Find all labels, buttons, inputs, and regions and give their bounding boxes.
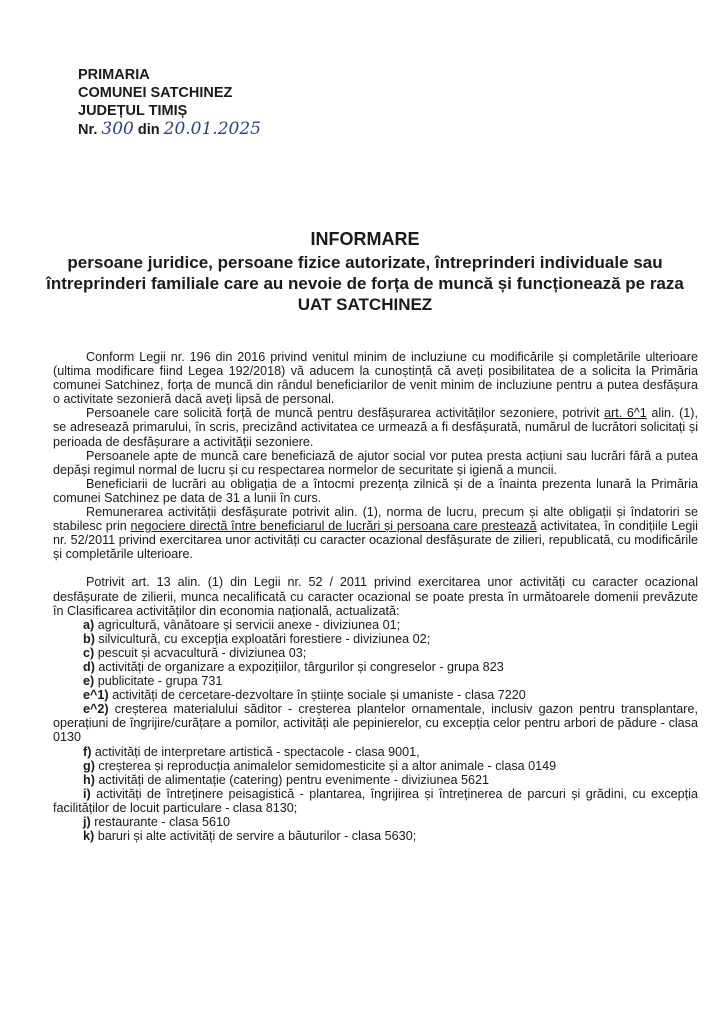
list-item: [53, 745, 698, 759]
list-item: [53, 632, 698, 646]
list-item-label: i): [83, 786, 91, 801]
activity-domain-list: [53, 618, 698, 844]
list-item-label: c): [83, 645, 95, 660]
paragraph-2: [53, 406, 698, 448]
list-item: [53, 618, 698, 632]
list-item-text: activități de cercetare-dezvoltare în științe sociale și umaniste - clasa 7220: [112, 688, 526, 703]
paragraph-4: Beneficiarii de lucrări au obligația de a întocmi prezența zilnică și de a înainta prezenta lunară la Primăria comunei Satchinez pe data de 31 a lunii în curs.: [53, 476, 698, 505]
list-item-text: baruri și alte activități de servire a băuturilor - clasa 5630;: [97, 829, 417, 844]
nr-label: Nr.: [78, 122, 98, 138]
institution-line-2: COMUNEI SATCHINEZ: [78, 85, 233, 101]
list-item: [53, 688, 698, 702]
list-item: [53, 829, 698, 843]
registration-number-line: [78, 120, 261, 139]
list-item-text: restaurante - clasa 5610: [94, 815, 231, 829]
list-item-text: activități de organizare a expozițiilor, târgurilor și congreselor - grupa 823: [98, 659, 504, 674]
paragraph-5-underlined-text: negociere directă între beneficiarul de lucrări și persoana care prestează: [130, 519, 537, 534]
list-item: [53, 674, 698, 688]
list-item-label: d): [83, 659, 95, 674]
list-item-label: e^1): [83, 688, 109, 703]
list-item-label: h): [83, 772, 95, 787]
paragraph-2-text-b: alin. (1), se adresează primarului, în scris, precizând activitatea ce urmează a fi desfășurată, numărul de lucrători solicitați și perioada de desfășurare a activității sezoniere.: [53, 406, 698, 449]
list-item-label: b): [83, 631, 95, 646]
list-item-text: activități de întreținere peisagistică - plantarea, îngrijirea și întreținerea de parcuri și grădini, cu excepția facilităților de locuit particulare - clasa 8130;: [53, 786, 698, 815]
list-item-text: silvicultură, cu excepția exploatări forestiere - diviziunea 02;: [98, 631, 431, 646]
institution-line-3: JUDEȚUL TIMIȘ: [78, 103, 188, 119]
list-item: [53, 646, 698, 660]
article-reference-link[interactable]: art. 6^1: [604, 406, 647, 421]
din-label: din: [137, 122, 160, 138]
document-subtitle: persoane juridice, persoane fizice autorizate, întreprinderi individuale sau întreprinderi familiale care au nevoie de forța de muncă și funcționează pe raza UAT SATCHINEZ: [46, 253, 684, 314]
document-body: [53, 350, 698, 843]
paragraph-2-text-a: Persoanele care solicită forță de muncă pentru desfășurarea activităților sezoniere, potrivit: [86, 406, 600, 421]
registration-number: 300: [101, 119, 134, 139]
list-item: [53, 759, 698, 773]
list-item-label: a): [83, 617, 95, 632]
paragraph-gap: [53, 561, 698, 575]
list-item-text: agricultură, vânătoare și servicii anexe - diviziunea 01;: [97, 617, 401, 632]
list-item-label: k): [83, 829, 95, 844]
paragraph-6: Potrivit art. 13 alin. (1) din Legii nr. 52 / 2011 privind exercitarea unor activități cu caracter ocazional desfășurate de zilierii, munca necalificată cu caracter ocazional se poate presta în următoarele domenii prevăzute în Clasificarea activităților din economia națională, actualizată:: [53, 575, 698, 618]
list-item-text: pescuit și acvacultură - diviziunea 03;: [97, 645, 307, 660]
list-item: [53, 787, 698, 815]
list-item: [53, 815, 698, 829]
list-item: [53, 660, 698, 674]
list-item-label: e): [83, 674, 95, 689]
paragraph-3: Persoanele apte de muncă care beneficiază de ajutor social vor putea presta acțiuni sau lucrări fără a putea depăși regimul normal de lucru și cu respectarea normelor de securitate și igienă a muncii.: [53, 448, 698, 477]
registration-date: 20.01.2025: [163, 119, 261, 139]
list-item-text: publicitate - grupa 731: [97, 674, 223, 689]
list-item: [53, 773, 698, 787]
list-item-text: creșterea și reproducția animalelor semidomesticite și a altor animale - clasa 0149: [98, 758, 557, 773]
list-item-label: j): [83, 815, 91, 829]
institution-line-1: PRIMARIA: [78, 67, 150, 83]
title-block: [40, 228, 690, 315]
list-item-text: activități de alimentație (catering) pentru evenimente - diviziunea 5621: [98, 772, 490, 787]
paragraph-5-text-a: Remunerarea activității desfășurate potrivit alin. (1), norma de lucru, precum și alte obligații și îndatoriri se stabilesc prin: [53, 505, 698, 534]
issuer-header: [78, 66, 261, 139]
paragraph-5: [53, 505, 698, 561]
list-item-label: e^2): [83, 702, 109, 717]
list-item-text: creșterea materialului săditor - creșterea plantelor ornamentale, inclusiv gazon pentru transplantare, operațiuni de îngrijire/curățare a pomilor, activități ale pepinierelor, cu excepția celor pentru arbori de pădure - clasa 0130: [53, 702, 699, 745]
list-item-label: g): [83, 758, 95, 773]
document-title: INFORMARE: [310, 229, 420, 249]
paragraph-5-text-b: activitatea, în condițiile Legii nr. 52/2011 privind exercitarea unor activități cu caracter ocazional desfășurate de zilieri, republicată, cu modificările și completările ulterioare.: [53, 519, 698, 562]
list-item: [53, 702, 698, 744]
list-item-label: f): [83, 744, 92, 759]
list-item-text: activități de interpretare artistică - spectacole - clasa 9001,: [94, 744, 420, 759]
paragraph-1: Conform Legii nr. 196 din 2016 privind venitul minim de incluziune cu modificările și completările ulterioare (ultima modificare fiind Legea 192/2018) vă aducem la cunoștință că aveți posibilitatea de a solicita la Primăria comunei Satchinez, forța de muncă din rândul beneficiarilor de venit minim de incluziune pentru a putea desfășura o activitate sezonieră dacă aveți lipsă de personal.: [53, 350, 698, 407]
